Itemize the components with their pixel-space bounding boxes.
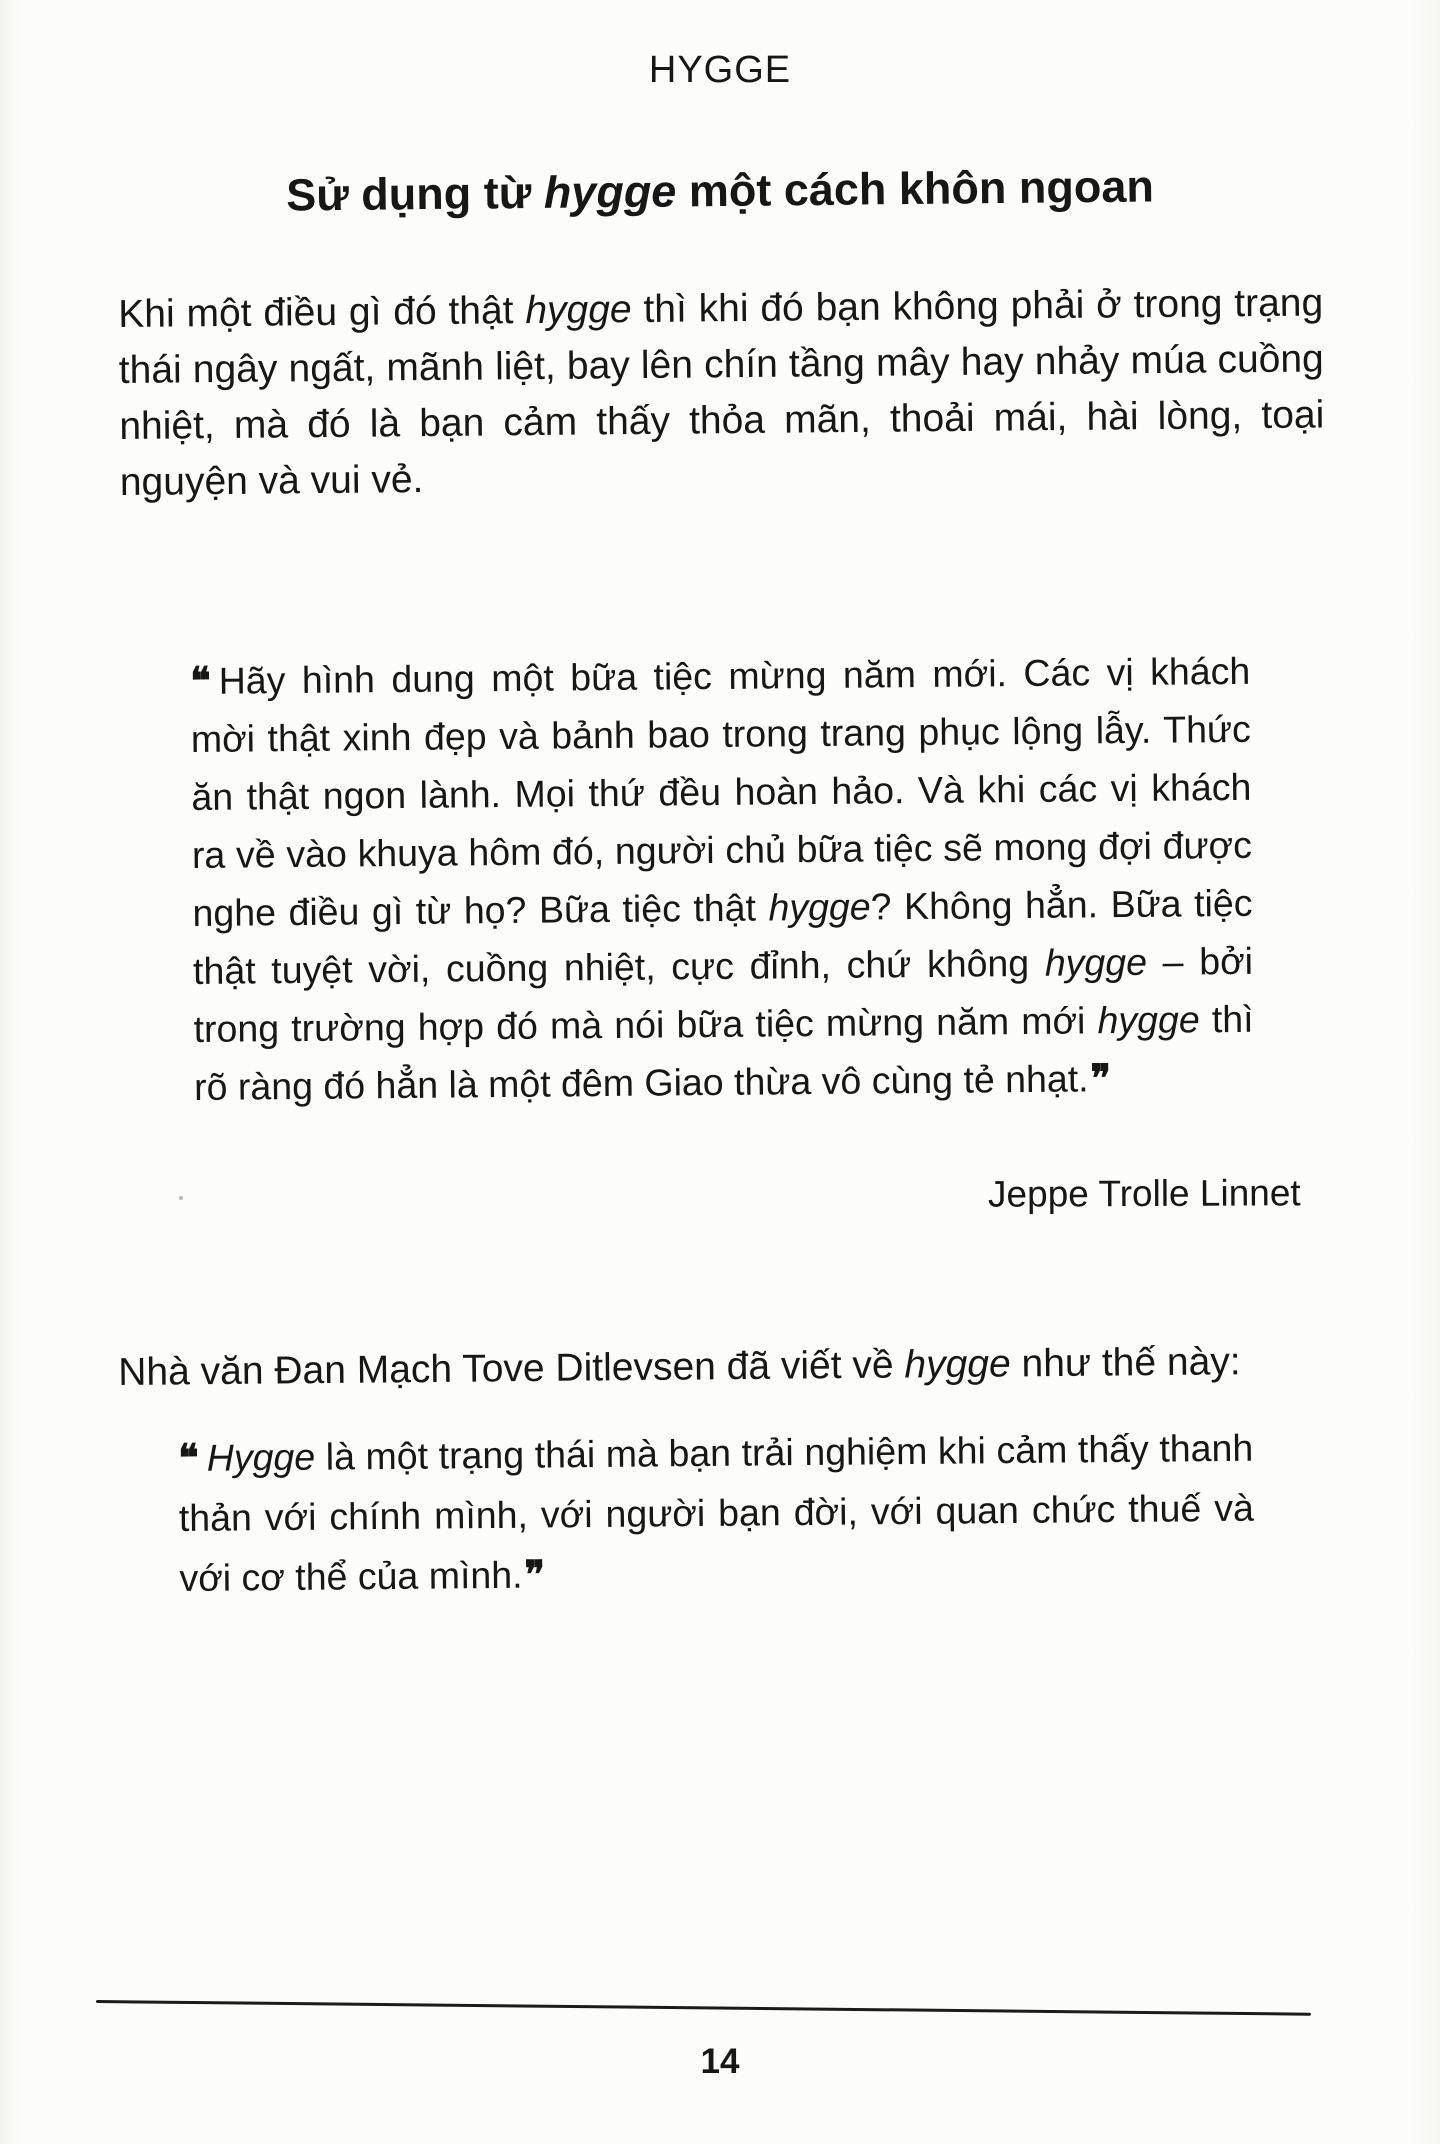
lead-text-end: như thế này: [1010,1340,1241,1386]
closing-quote-mark: ❞ [1090,1054,1110,1100]
ditlevsen-quote [178,1417,1255,1607]
party-quote-part-4: thì rõ ràng đó hẳn là một đêm Giao thừa vô cùng tẻ nhạt. [193,997,1254,1108]
party-quote-italic-term-2: hygge [1044,940,1148,984]
ditlevsen-quote-italic-term: Hygge [206,1435,316,1479]
section-title-end: một cách khôn ngoan [676,160,1155,217]
quote-attribution: Jeppe Trolle Linnet [988,1172,1302,1215]
running-head: HYGGE [648,49,792,91]
lead-text-start: Nhà văn Đan Mạch Tove Ditlevsen đã viết về [118,1343,905,1394]
party-quote-italic-term-3: hygge [1097,997,1200,1041]
party-quote-part-2: ? Không hẳn. Bữa tiệc thật tuyệt vời, cuồng nhiệt, cực đỉnh, chứ không [192,881,1253,992]
section-title-italic-term: hygge [543,165,677,218]
footer-divider [96,2000,1311,2016]
intro-text-end: thì khi đó bạn không phải ở trong trạng thái ngây ngất, mãnh liệt, bay lên chín tầng mây hay nhảy múa cuồng nhiệt, mà đó là bạn cảm thấy thỏa mãn, thoải mái, hài lòng, toại nguyện và vui vẻ. [118,281,1325,504]
author-lead-paragraph [118,1333,1338,1401]
lead-italic-term: hygge [904,1342,1011,1387]
section-title [80,155,1361,226]
party-quote [190,641,1254,1115]
opening-quote-mark: ❝ [190,657,209,703]
party-quote-italic-term-1: hygge [768,884,871,928]
intro-paragraph [118,275,1325,511]
page-number: 14 [700,2042,740,2081]
intro-italic-term: hygge [525,288,632,333]
section-title-start: Sử dụng từ [285,166,545,221]
ditlevsen-quote-text: là một trạng thái mà bạn trải nghiệm khi cảm thấy thanh thản với chính mình, với người bạn đời, với quan chức thuế và với cơ thể của mình. [178,1426,1255,1599]
party-quote-part-3: – bởi trong trường hợp đó mà nói bữa tiệc mừng năm mới [193,939,1254,1050]
paper-speck [179,1196,183,1200]
party-quote-part-1: Hãy hình dung một bữa tiệc mừng năm mới. Các vị khách mời thật xinh đẹp và bảnh bao trong trang phục lộng lẫy. Thức ăn thật ngon lành. Mọi thứ đều hoàn hảo. Và khi các vị khách ra về vào khuya hôm đó, người chủ bữa tiệc sẽ mong đợi được nghe điều gì từ họ? Bữa tiệc thật [190,649,1253,934]
second-opening-quote-mark: ❝ [178,1434,197,1480]
second-closing-quote-mark: ❞ [524,1551,544,1597]
intro-text-start: Khi một điều gì đó thật [118,289,526,336]
